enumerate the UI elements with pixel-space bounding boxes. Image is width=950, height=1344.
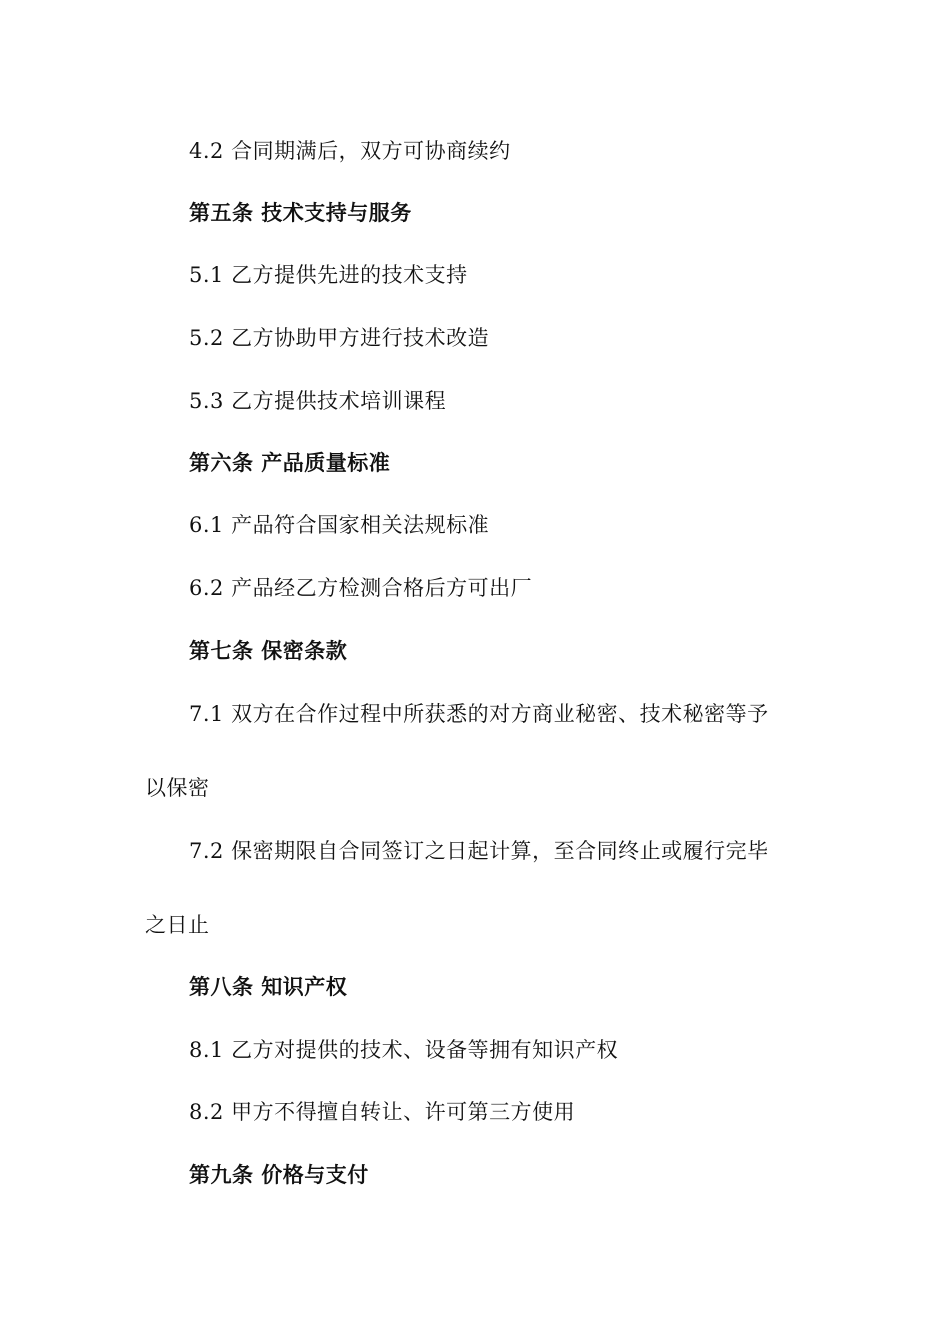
article-7-heading: 第七条 保密条款: [189, 638, 348, 663]
clause-5-2: 5.2 乙方协助甲方进行技术改造: [189, 326, 490, 350]
article-9-heading: 第九条 价格与支付: [189, 1162, 369, 1187]
clause-5-3: 5.3 乙方提供技术培训课程: [189, 389, 447, 413]
clause-5-1: 5.1 乙方提供先进的技术支持: [189, 263, 468, 287]
article-8-heading: 第八条 知识产权: [189, 974, 348, 999]
clause-7-1: 7.1 双方在合作过程中所获悉的对方商业秘密、技术秘密等予: [189, 702, 769, 726]
clause-7-1-continued: 以保密: [145, 776, 210, 800]
clause-7-2: 7.2 保密期限自合同签订之日起计算，至合同终止或履行完毕: [189, 839, 769, 863]
clause-7-2-continued: 之日止: [145, 913, 210, 937]
article-6-heading: 第六条 产品质量标准: [189, 450, 391, 475]
article-5-heading: 第五条 技术支持与服务: [189, 200, 412, 225]
clause-4-2: 4.2 合同期满后，双方可协商续约: [189, 139, 511, 163]
clause-8-1: 8.1 乙方对提供的技术、设备等拥有知识产权: [189, 1038, 619, 1062]
clause-8-2: 8.2 甲方不得擅自转让、许可第三方使用: [189, 1100, 576, 1124]
clause-6-1: 6.1 产品符合国家相关法规标准: [189, 513, 490, 537]
clause-6-2: 6.2 产品经乙方检测合格后方可出厂: [189, 576, 533, 600]
